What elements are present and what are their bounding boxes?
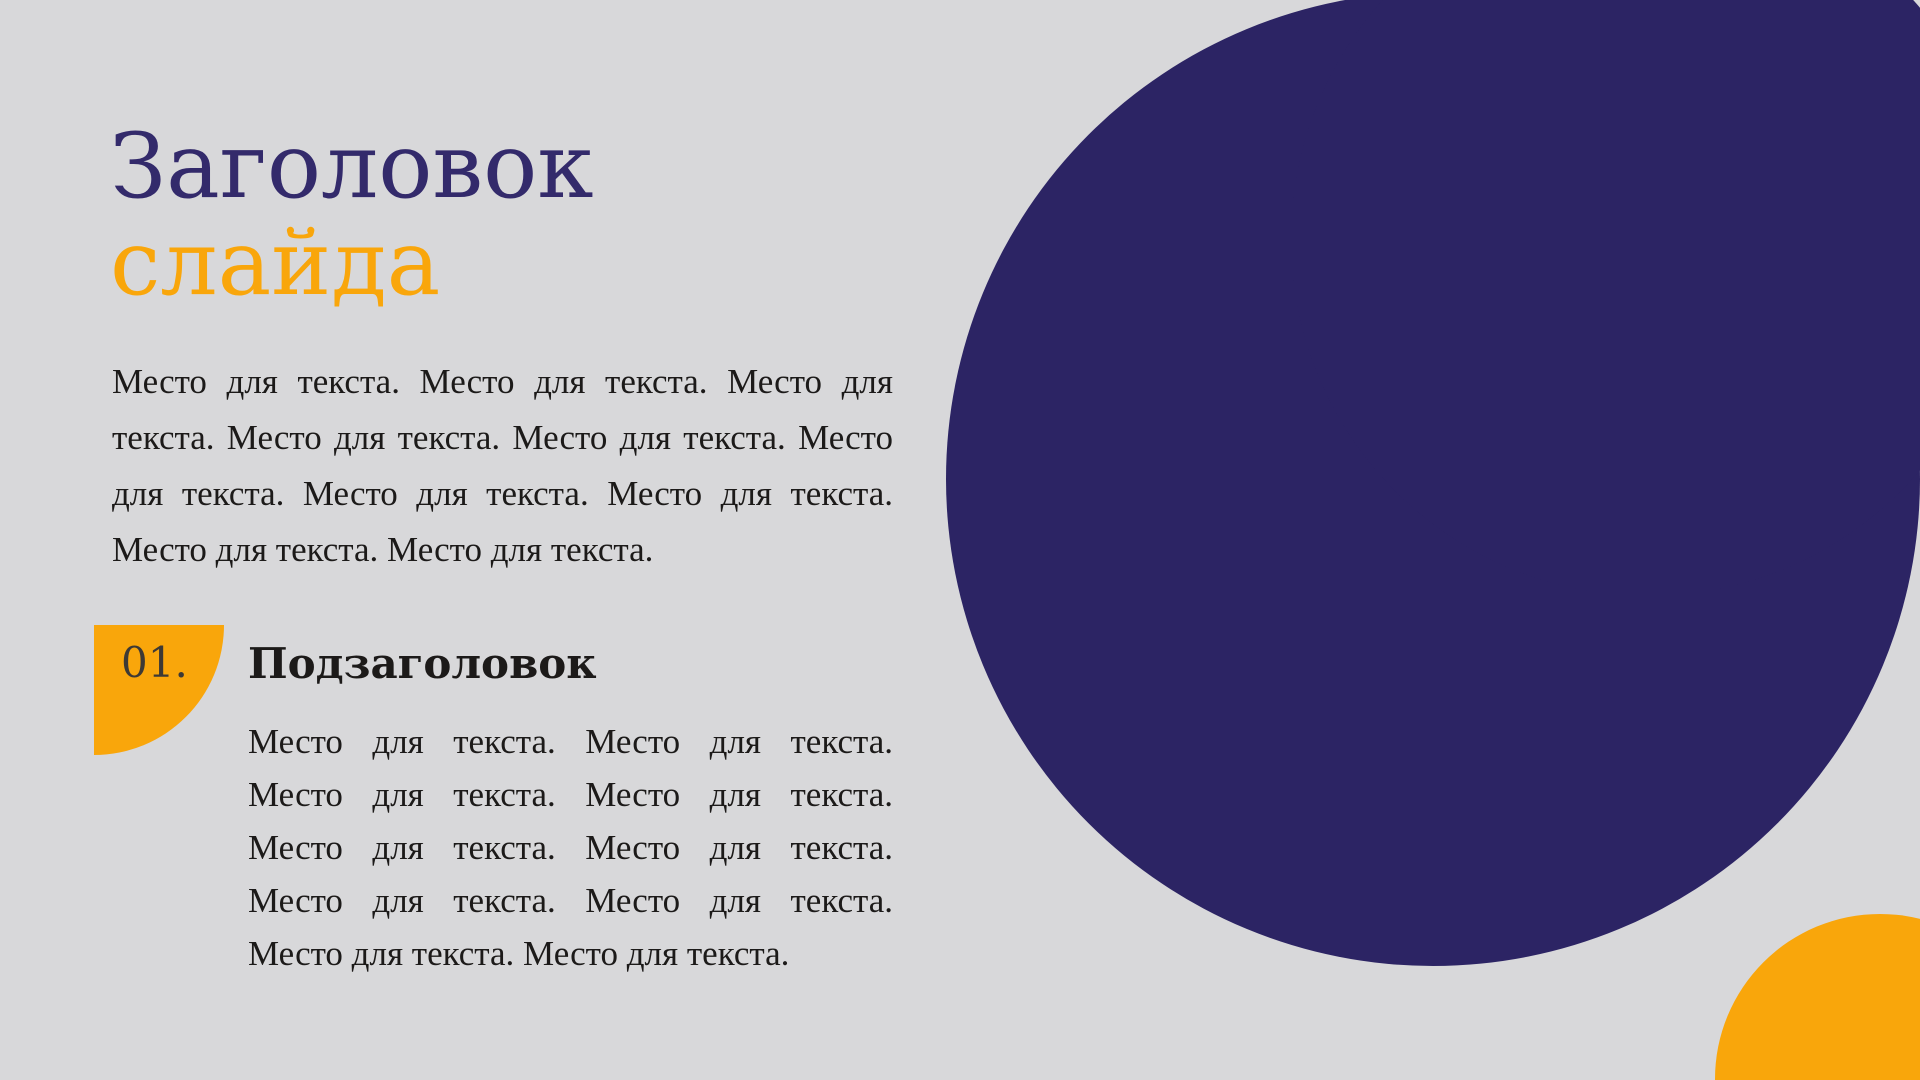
section-number: 01.: [121, 638, 188, 687]
section-paragraph: Место для текста. Место для текста. Место для текста. Место для текста. Место для текста. Место для текста. Место для текста. Место для текста. Место для текста. Место для текста.: [248, 722, 893, 973]
section-subtitle: Подзаголовок: [248, 639, 597, 688]
slide-title-line2: слайда: [110, 211, 441, 316]
intro-paragraph: Место для текста. Место для текста. Место для текста. Место для текста. Место для текста. Место для текста. Место для текста. Место для текста. Место для текста. Место для текста.: [112, 362, 893, 569]
section-number-badge: [94, 625, 224, 755]
bottom-right-orange-circle: [1715, 914, 1920, 1080]
slide-title-line1: Заголовок: [110, 114, 594, 219]
slide-title: [110, 114, 594, 316]
